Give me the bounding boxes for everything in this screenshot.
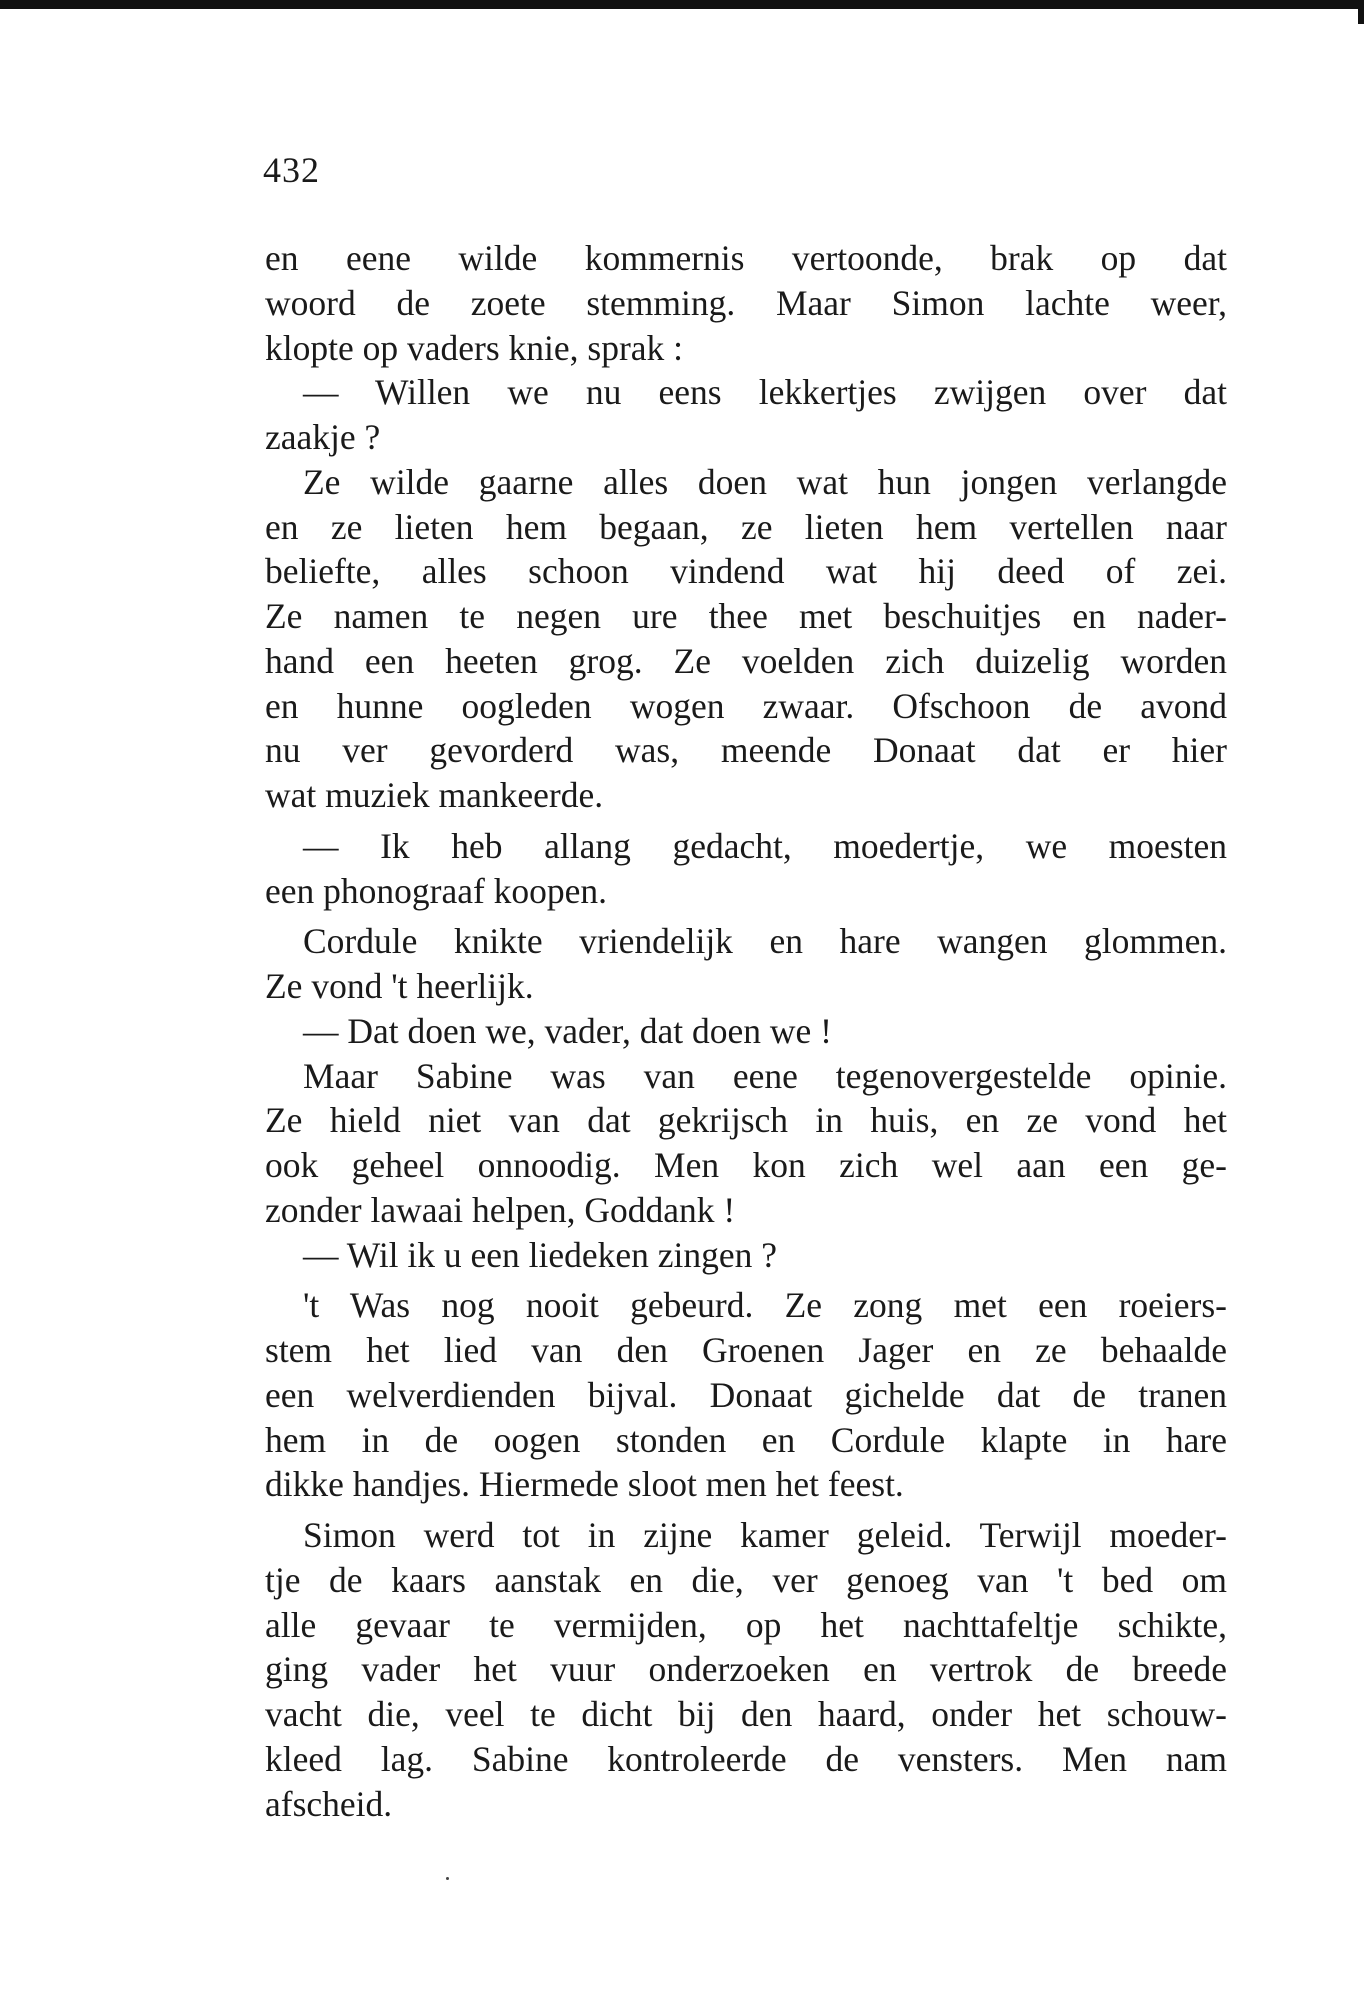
text-line: — Ik heb allang gedacht, moedertje, we moesten	[303, 825, 1227, 866]
text-line: Ze vond 't heerlijk.	[265, 966, 534, 1006]
text-line: afscheid.	[265, 1783, 393, 1824]
text-line: stem het lied van den Groenen Jager en ze behaalde	[265, 1330, 1227, 1370]
text-line: zonder lawaai helpen, Goddank !	[265, 1189, 736, 1230]
top-border-rule	[0, 0, 1364, 9]
text-line: ging vader het vuur onderzoeken en vertrok de breede	[265, 1649, 1227, 1690]
text-line: tje de kaars aanstak en die, ver genoeg van 't bed om	[265, 1559, 1227, 1600]
page-number: 432	[263, 150, 320, 190]
body-text	[265, 236, 1227, 1826]
text-line: vacht die, veel te dicht bij den haard, onder het schouw-	[265, 1694, 1227, 1734]
text-line: beliefte, alles schoon vindend wat hij deed of zei.	[265, 551, 1227, 592]
text-line: Simon werd tot in zijne kamer geleid. Terwijl moeder-	[303, 1515, 1227, 1555]
text-line: zaakje ?	[265, 417, 381, 457]
text-line: — Willen we nu eens lekkertjes zwijgen over dat	[303, 372, 1227, 413]
text-line: woord de zoete stemming. Maar Simon lachte weer,	[265, 282, 1227, 323]
text-line: Ze hield niet van dat gekrijsch in huis, en ze vond het	[265, 1100, 1227, 1141]
text-line: Ze wilde gaarne alles doen wat hun jongen verlangde	[303, 461, 1227, 502]
text-line: ook geheel onnoodig. Men kon zich wel aan een ge-	[265, 1145, 1227, 1185]
text-line: klopte op vaders knie, sprak :	[265, 327, 684, 368]
print-speck	[446, 1877, 449, 1880]
text-line: een welverdienden bijval. Donaat gichelde dat de tranen	[265, 1374, 1227, 1415]
top-border-rule-tail	[1358, 0, 1364, 24]
text-line: en hunne oogleden wogen zwaar. Ofschoon de avond	[265, 685, 1227, 726]
text-line: een phonograaf koopen.	[265, 870, 608, 911]
text-line: hand een heeten grog. Ze voelden zich duizelig worden	[265, 640, 1227, 681]
text-line: wat muziek mankeerde.	[265, 775, 604, 815]
text-line: kleed lag. Sabine kontroleerde de vensters. Men nam	[265, 1738, 1227, 1779]
text-line: en eene wilde kommernis vertoonde, brak op dat	[265, 238, 1227, 278]
text-line: Cordule knikte vriendelijk en hare wangen glommen.	[303, 921, 1227, 962]
text-line: — Wil ik u een liedeken zingen ?	[303, 1234, 778, 1275]
text-line: dikke handjes. Hiermede sloot men het feest.	[265, 1464, 904, 1505]
text-line: Maar Sabine was van eene tegenovergestelde opinie.	[303, 1055, 1227, 1096]
text-line: en ze lieten hem begaan, ze lieten hem vertellen naar	[265, 506, 1227, 547]
text-line: 't Was nog nooit gebeurd. Ze zong met een roeiers-	[303, 1285, 1227, 1326]
text-line: hem in de oogen stonden en Cordule klapte in hare	[265, 1419, 1227, 1460]
text-line: — Dat doen we, vader, dat doen we !	[303, 1010, 832, 1051]
text-line: alle gevaar te vermijden, op het nachttafeltje schikte,	[265, 1604, 1227, 1645]
text-line: Ze namen te negen ure thee met beschuitjes en nader-	[265, 596, 1227, 636]
text-line: nu ver gevorderd was, meende Donaat dat er hier	[265, 730, 1227, 771]
